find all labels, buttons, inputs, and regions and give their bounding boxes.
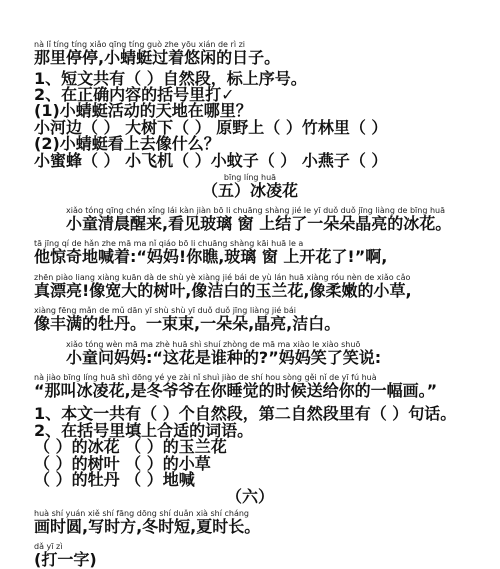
- options-activity-area: 小河边（ ） 大树下（ ） 原野上（ ）竹林里（ ）: [34, 119, 388, 137]
- fill-row-1: （ ）的冰花 （ ）的玉兰花: [34, 438, 227, 456]
- pinyin-line: nà lǐ tíng tíng xiǎo qīng tíng guò zhe yōu xián de rì zi: [34, 40, 245, 49]
- text-line: 那里停停,小蜻蜓过着悠闲的日子。: [34, 49, 281, 67]
- text-line: 小童清晨醒来,看见玻璃 窗 上结了一朵朵晶亮的冰花。: [66, 215, 452, 233]
- question-sentence-count: 1、本文一共有（ ）个自然段，第二自然段里有（ ）句话。: [34, 405, 457, 423]
- pinyin-line: xiǎo tóng wèn mā ma zhè huā shì shuí zhòng de mā ma xiào le xiào shuō: [66, 340, 361, 349]
- riddle-hint: (打一字): [34, 551, 97, 569]
- text-line: 小童问妈妈:“这花是谁种的?”妈妈笑了笑说:: [66, 349, 382, 367]
- subquestion-looks-like: (2)小蜻蜓看上去像什么？: [34, 135, 220, 153]
- section-title-six: （六）: [225, 488, 274, 506]
- pinyin-line: dǎ yī zì: [34, 542, 63, 551]
- pinyin-line: nà jiào bīng líng huā shì dōng yé ye zài nǐ shuì jiào de shí hou sòng gěi nǐ de yī fú huà: [34, 373, 377, 382]
- pinyin-line: tā jīng qí de hǎn zhe mā ma nǐ qiáo bō li chuāng shàng kāi huā le a: [34, 239, 304, 248]
- question-fill-words: 2、在括号里填上合适的词语。: [34, 422, 254, 440]
- fill-row-2: （ ）的树叶 （ ）的小草: [34, 455, 211, 473]
- text-line: 真漂亮!像宽大的树叶,像洁白的玉兰花,像柔嫩的小草,: [34, 282, 412, 300]
- question-check-correct: 2、在正确内容的括号里打✓: [34, 86, 235, 104]
- pinyin-line: xiàng fēng mǎn de mǔ dān yī shù shù yī duǒ duǒ jīng liàng jié bái: [34, 306, 296, 315]
- pinyin-line: huà shí yuán xiě shí fāng dōng shí duǎn xià shí cháng: [34, 509, 250, 518]
- fill-row-3: （ ）的牡丹 （ ）地喊: [34, 471, 195, 489]
- pinyin-line: xiǎo tóng qīng chén xǐng lái kàn jiàn bō li chuāng shàng jié le yī duǒ duǒ jīng liàng de bīng huā: [66, 206, 446, 215]
- riddle-text: 画时圆,写时方,冬时短,夏时长。: [34, 518, 261, 536]
- pinyin-section-title: bīng líng huā: [223, 173, 277, 182]
- text-line: 像丰满的牡丹。一束束,一朵朵,晶亮,洁白。: [34, 315, 341, 333]
- text-line: “那叫冰凌花,是冬爷爷在你睡觉的时候送给你的一幅画。”: [34, 382, 438, 400]
- pinyin-line: zhēn piào liang xiàng kuān dà de shù yè xiàng jié bái de yù lán huā xiàng róu nèn de xiǎo cǎo: [34, 273, 411, 282]
- options-looks-like: 小蜜蜂（ ） 小飞机（ ）小蚊子（ ） 小燕子（ ）: [34, 152, 388, 170]
- section-title-five: （五）冰凌花: [201, 182, 298, 200]
- question-paragraph-count: 1、短文共有（ ）自然段，标上序号。: [34, 70, 307, 88]
- text-line: 他惊奇地喊着:“妈妈!你瞧,玻璃 窗 上开花了!”啊,: [34, 248, 388, 266]
- subquestion-activity-area: (1)小蜻蜓活动的天地在哪里？: [34, 102, 252, 120]
